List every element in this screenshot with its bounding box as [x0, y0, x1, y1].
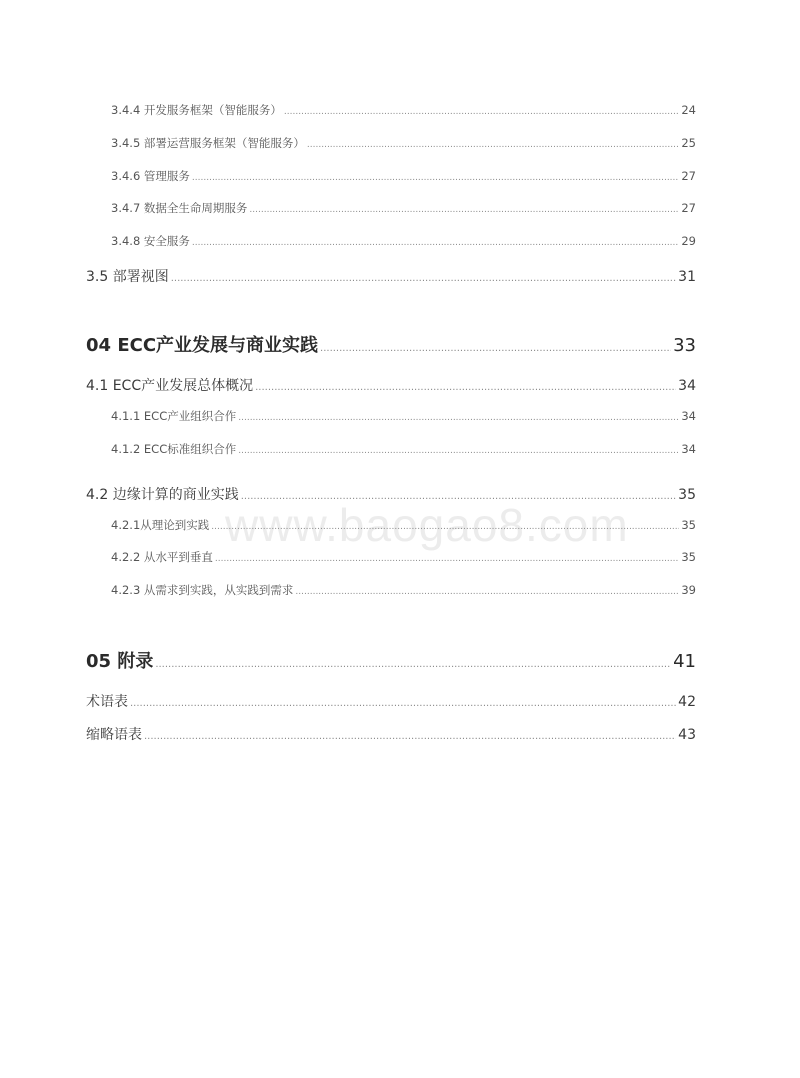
toc-entry-label: 缩略语表: [86, 727, 142, 743]
toc-entry-label: 4.1 ECC产业发展总体概况: [86, 378, 254, 394]
toc-entry-label: 3.4.5 部署运营服务框架（智能服务）: [111, 136, 305, 150]
toc-entry-page: 42: [678, 694, 696, 710]
dot-leader: [155, 659, 671, 670]
toc-entry-page: 29: [681, 234, 696, 248]
dot-leader: [215, 554, 679, 564]
dot-leader: [192, 238, 679, 248]
dot-leader: [295, 587, 679, 597]
toc-chapter-04[interactable]: [86, 331, 696, 357]
dot-leader: [320, 343, 671, 354]
toc-entry-label: 3.4.4 开发服务框架（智能服务）: [111, 103, 282, 117]
toc-entry-page: 43: [678, 727, 696, 743]
dot-leader: [249, 205, 679, 215]
toc-entry-4-1-2[interactable]: [111, 441, 696, 457]
toc-entry-4-1-1[interactable]: [111, 408, 696, 424]
dot-leader: [211, 522, 679, 532]
toc-entry-3-4-4[interactable]: [111, 102, 696, 118]
dot-leader: [255, 382, 676, 393]
toc-entry-page: 35: [681, 518, 696, 532]
toc-entry-page: 39: [681, 583, 696, 597]
toc-entry-label: 4.2 边缘计算的商业实践: [86, 487, 239, 503]
toc-entry-page: 31: [678, 269, 696, 285]
toc-entry-label: 3.5 部署视图: [86, 269, 169, 285]
toc-chapter-label: 05 附录: [86, 651, 154, 672]
toc-entry-3-4-8[interactable]: [111, 233, 696, 249]
toc-entry-3-4-5[interactable]: [111, 135, 696, 151]
toc-entry-label: 3.4.8 安全服务: [111, 234, 190, 248]
toc-entry-label: 4.2.3 从需求到实践，从实践到需求: [111, 583, 294, 597]
toc-entry-label: 3.4.6 管理服务: [111, 169, 190, 183]
dot-leader: [144, 731, 676, 742]
dot-leader: [238, 446, 679, 456]
toc-entry-page: 34: [678, 378, 696, 394]
toc-entry-page: 34: [681, 442, 696, 456]
toc-entry-glossary[interactable]: [86, 691, 696, 711]
toc-entry-label: 4.2.2 从水平到垂直: [111, 550, 213, 564]
toc-entry-page: 34: [681, 409, 696, 423]
toc-entry-4-2[interactable]: [86, 484, 696, 504]
toc-entry-4-2-2[interactable]: [111, 549, 696, 565]
dot-leader: [284, 107, 679, 117]
toc-entry-label: 4.1.2 ECC标准组织合作: [111, 442, 237, 456]
dot-leader: [238, 413, 679, 423]
dot-leader: [192, 173, 679, 183]
toc-entry-abbreviations[interactable]: [86, 724, 696, 744]
toc-entry-label: 3.4.7 数据全生命周期服务: [111, 201, 248, 215]
toc-entry-4-2-1[interactable]: [111, 517, 696, 533]
toc-entry-page: 25: [681, 136, 696, 150]
toc-chapter-page: 33: [673, 335, 696, 356]
toc-entry-3-5[interactable]: [86, 266, 696, 286]
dot-leader: [171, 273, 676, 284]
toc-entry-label: 4.1.1 ECC产业组织合作: [111, 409, 237, 423]
toc-entry-3-4-7[interactable]: [111, 200, 696, 216]
dot-leader: [307, 140, 679, 150]
toc-chapter-05[interactable]: [86, 647, 696, 673]
toc-entry-page: 24: [681, 103, 696, 117]
toc-entry-4-1[interactable]: [86, 375, 696, 395]
dot-leader: [130, 698, 676, 709]
toc-entry-label: 4.2.1从理论到实践: [111, 518, 210, 532]
toc-entry-page: 35: [681, 550, 696, 564]
toc-entry-label: 术语表: [86, 694, 128, 710]
toc-chapter-label: 04 ECC产业发展与商业实践: [86, 335, 319, 356]
toc-entry-page: 27: [681, 201, 696, 215]
toc-entry-3-4-6[interactable]: [111, 168, 696, 184]
dot-leader: [241, 491, 676, 502]
toc-entry-page: 35: [678, 487, 696, 503]
toc-chapter-page: 41: [673, 651, 696, 672]
toc-entry-page: 27: [681, 169, 696, 183]
toc-entry-4-2-3[interactable]: [111, 582, 696, 598]
watermark-text: www.baogao8.com: [225, 499, 629, 551]
